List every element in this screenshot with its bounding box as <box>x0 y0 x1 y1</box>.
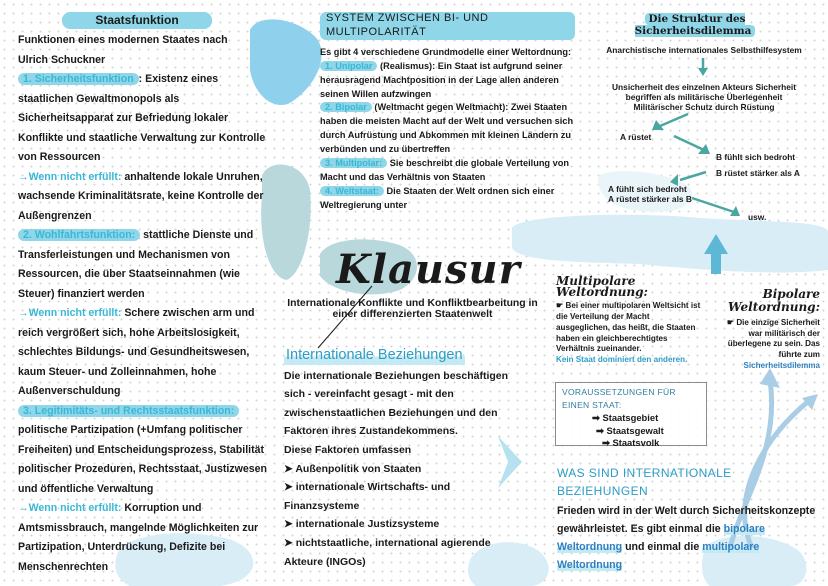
multipolar-highlight: Kein Staat dominiert den anderen. <box>556 354 688 364</box>
dilemma-node-b-ruestet: B rüstet stärker als A <box>716 168 800 178</box>
ib-factor-item: ➤ Außenpolitik von Staaten <box>284 462 422 475</box>
ib-factors-intro: Diese Faktoren umfassen <box>284 443 412 456</box>
was-sind-section <box>557 464 819 574</box>
bipolar-text: ☛ Die einzige Sicherheit war militärisch der überlegene zu sein. Das führte zum <box>726 318 820 360</box>
model-multipolar: 3. Multipolar: Sie beschreibt die globale Verteilung von Macht und das Verhältnis von Staaten <box>320 158 569 182</box>
model-unipolar: 1. Unipolar (Realismus): Ein Staat ist aufgrund seiner herausragend Machtposition in der Lage allen anderen seinen Willen aufzwingen <box>320 60 563 99</box>
system-title: SYSTEM ZWISCHEN BI- UND MULTIPOLARITÄT <box>320 12 575 40</box>
staatsfunktion-title: Staatsfunktion <box>62 12 212 29</box>
legitimitaetsfunktion: 3. Legitimitäts- und Rechtsstaatsfunktion: politische Partizipation (+Umfang politischer Freiheiten) und Entscheidungsprozess, Stabilität politischer Prozeduren, Rechtsstaat, Justizwesen und öffentliche Verwaltung <box>18 404 268 495</box>
ib-factor-item: ➤ nichtstaatliche, international agierende Akteure (INGOs) <box>284 536 491 568</box>
voraussetzungen-title: VORAUSSETZUNGEN FÜR EINEN STAAT: <box>562 387 676 410</box>
bipolar-section <box>722 288 820 372</box>
system-section <box>320 12 575 213</box>
dilemma-node-a-bedroht: A fühlt sich bedroht A rüstet stärker als B <box>608 184 692 204</box>
bipolar-highlight: Sicherheitsdilemma <box>743 360 820 370</box>
bipolar-title: Bipolare Weltordnung: <box>728 287 820 314</box>
klausur-title: Klausur <box>336 246 521 293</box>
klausur-subtitle: Internationale Konflikte und Konfliktbearbeitung in einer differenzierten Staatenwelt <box>287 298 538 320</box>
was-sind-text: Frieden wird in der Welt durch Sicherheitskonzepte gewährleistet. Es gibt einmal die bipolare Weltordnung und einmal die multipolare Weltordnung <box>557 505 816 571</box>
sicherheitsfunktion-fail: →Wenn nicht erfüllt: anhaltende lokale Unruhen, wachsende Kriminalitätsrate, keine Kontrolle der Außengrenzen <box>18 170 264 222</box>
dilemma-node-b-bedroht: B fühlt sich bedroht <box>716 152 796 162</box>
voraussetzungen-box <box>555 382 707 446</box>
multipolar-text: ☛ Bei einer multipolaren Weltsicht ist die Verteilung der Macht ausgeglichen, das heißt, die Staaten haben ein gleichberechtigtes Verhältnis zueinander. <box>556 301 701 354</box>
dilemma-title: Die Struktur des Sicherheitsdilemma <box>590 13 800 37</box>
sicherheitsfunktion: 1. Sicherheitsfunktion : Existenz eines staatlichen Gewaltmonopols als Sicherheitsapparat zur Befriedung lokaler Konflikte und staatliche Verwaltung zur Kontrolle von Ressourcen <box>18 73 266 163</box>
blob-right-middle <box>512 215 828 273</box>
staatsfunktion-intro: Funktionen eines modernen Staates nach Ulrich Schuckner <box>18 34 228 66</box>
model-bipolar: 2. Bipolar (Weltmacht gegen Weltmacht): Zwei Staaten haben die meisten Macht auf der Welt und versuchen sich durch Aufrüstung und Abkommen mit kleinen Ländern zu verbünden und zu übertreffen <box>320 102 574 155</box>
legitimitaetsfunktion-fail: →Wenn nicht erfüllt: Korruption und Amtsmissbrauch, mangelnde Möglichkeiten zur Partizipation, Unterdrückung, Defizite bei Menschenrechten <box>18 502 259 573</box>
voraussetzung-item: ➡ Staatsvolk <box>602 437 660 448</box>
wohlfahrtsfunktion: 2. Wohlfahrtsfunktion: stattliche Dienste und Transferleistungen und Mechanismen von Ressourcen, die über Staatseinnahmen (wie Steuer) finanziert werden <box>18 229 254 300</box>
wohlfahrtsfunktion-fail: →Wenn nicht erfüllt: Schere zwischen arm und reich vergrößert sich, hohe Arbeitslosigkeit, schlechtes Bildungs- und Gesundheitswesen, kaum Steuer- und Zolleinnahmen, hohe Außenverschuldung <box>18 307 255 397</box>
dilemma-node-a-ruestet: A rüstet <box>620 132 652 142</box>
dilemma-node-usw: usw. <box>748 212 767 222</box>
ib-factor-item: ➤ internationale Wirtschafts- und Finanzsysteme <box>284 481 451 512</box>
ib-factor-item: ➤ internationale Justizsysteme <box>284 518 440 531</box>
voraussetzung-item: ➡ Staatsgebiet <box>592 412 659 423</box>
multipolar-section <box>556 276 704 366</box>
system-intro: Es gibt 4 verschiedene Grundmodelle einer Weltordnung: <box>320 46 572 57</box>
multipolar-title: Multipolare Weltordnung: <box>556 274 648 299</box>
staatsfunktion-section <box>18 12 276 577</box>
ib-title: Internationale Beziehungen <box>286 347 463 363</box>
dilemma-node-1: Anarchistische internationales Selbsthilfesystem <box>606 45 802 55</box>
was-sind-title: WAS SIND INTERNATIONALE BEZIEHUNGEN <box>557 466 732 498</box>
dilemma-node-2: Unsicherheit des einzelnen Akteurs Sicherheit begriffen als militärische Überlegenheit Militärischer Schutz durch Rüstung <box>612 82 796 112</box>
voraussetzung-item: ➡ Staatsgewalt <box>596 424 664 436</box>
ib-section <box>284 346 524 571</box>
model-weltstaat: 4. Weltstaat: Die Staaten der Welt ordnen sich einer Weltregierung unter <box>320 185 555 210</box>
ib-text: Die internationale Beziehungen beschäftigen sich - vereinfacht gesagt - mit den zwischenstaatlichen Beziehungen und den Faktoren ihres Zustandekommens. <box>284 369 509 438</box>
